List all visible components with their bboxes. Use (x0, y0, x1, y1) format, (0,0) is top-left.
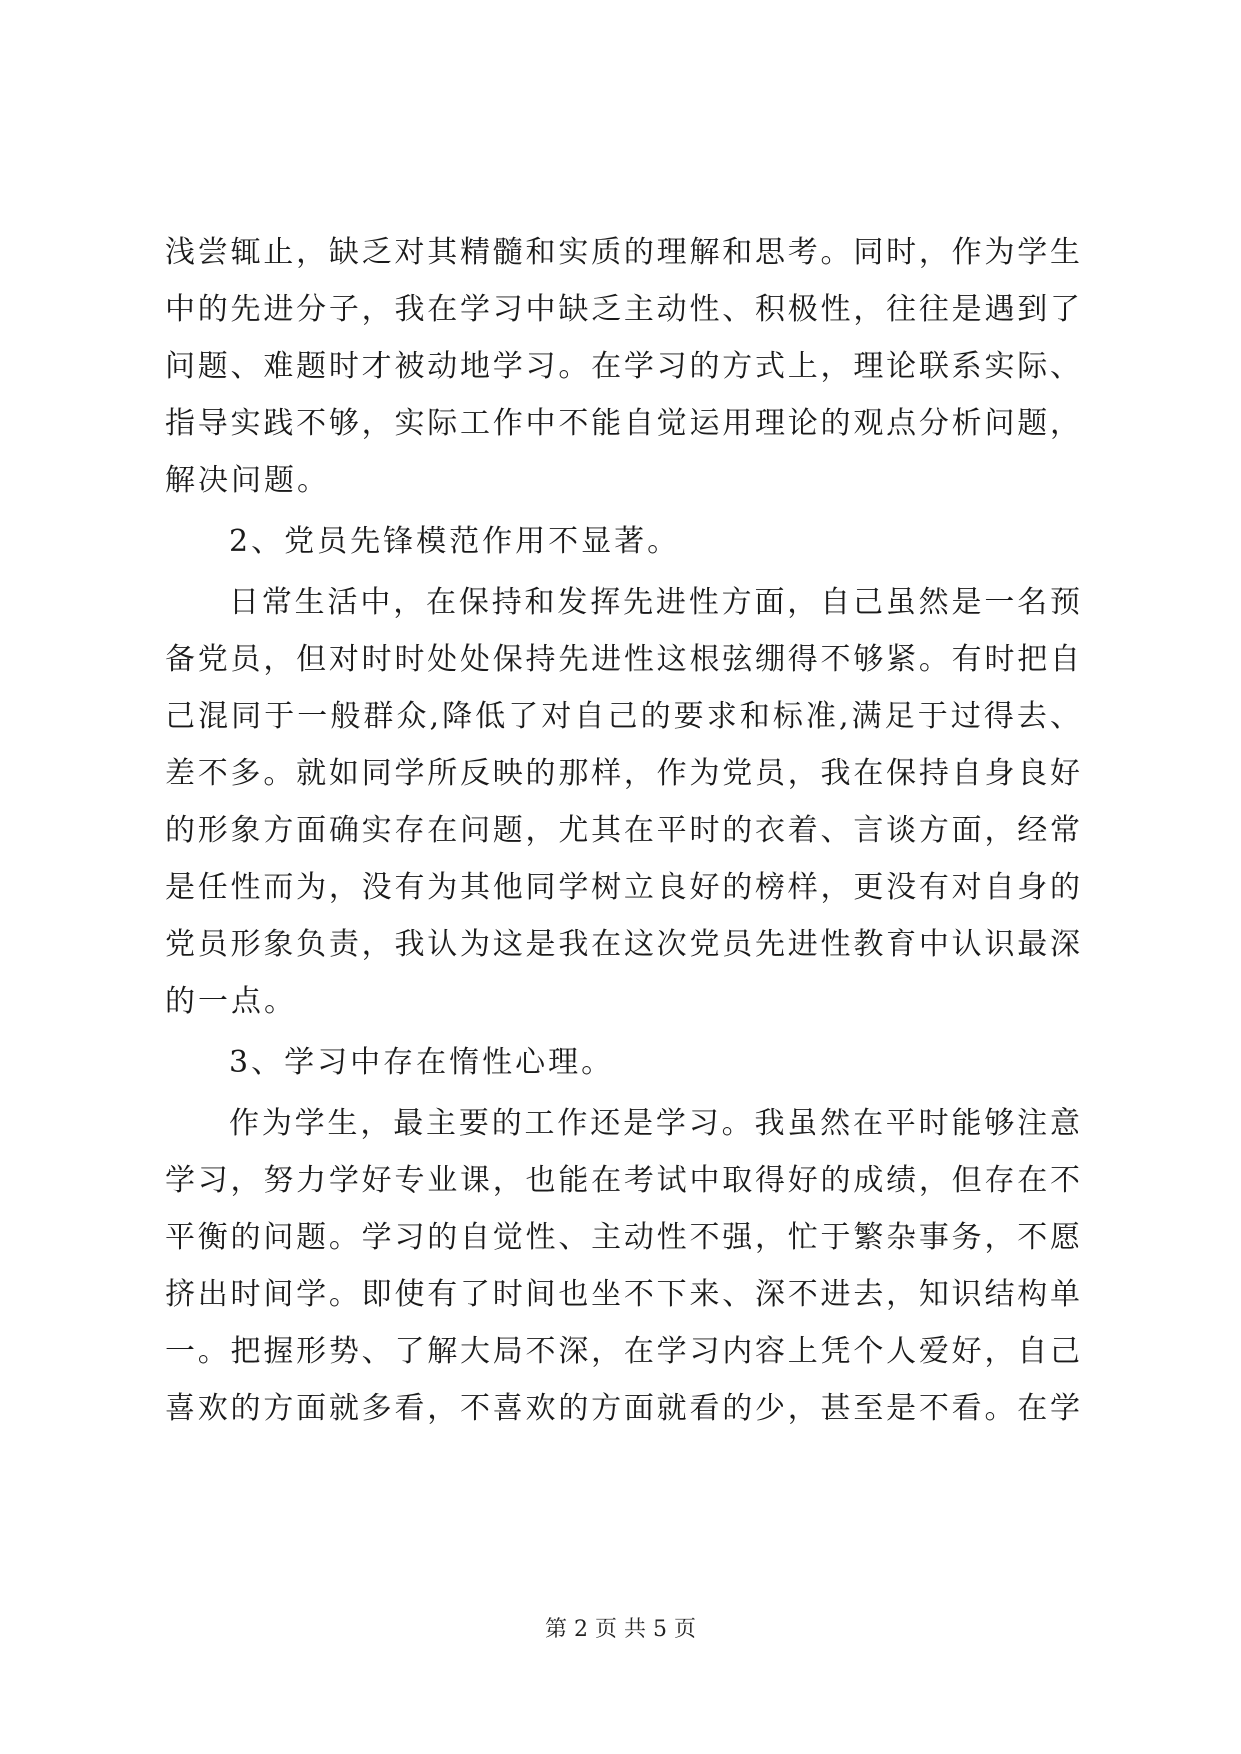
text-line: 党员形象负责，我认为这是我在这次党员先进性教育中认识最深 (165, 927, 1080, 962)
text-line: 是任性而为，没有为其他同学树立良好的榜样，更没有对自身的 (165, 870, 1080, 905)
page-number-label: 第 2 页 共 5 页 (545, 1617, 696, 1642)
text-line: 己混同于一般群众,降低了对自己的要求和标准,满足于过得去、 (165, 699, 1080, 734)
text-line: 中的先进分子，我在学习中缺乏主动性、积极性，往往是遇到了 (165, 292, 1080, 327)
page-footer (0, 1612, 1241, 1643)
text-line: 挤出时间学。即使有了时间也坐不下来、深不进去，知识结构单 (165, 1277, 1080, 1312)
text-line: 一。把握形势、了解大局不深，在学习内容上凭个人爱好，自己 (165, 1334, 1080, 1369)
text-line: 平衡的问题。学习的自觉性、主动性不强，忙于繁杂事务，不愿 (165, 1220, 1080, 1255)
text-line: 备党员，但对时时处处保持先进性这根弦绷得不够紧。有时把自 (165, 642, 1080, 677)
text-line: 喜欢的方面就多看，不喜欢的方面就看的少，甚至是不看。在学 (165, 1391, 1080, 1426)
text-line: 的一点。 (165, 984, 297, 1019)
text-line: 差不多。就如同学所反映的那样，作为党员，我在保持自身良好 (165, 756, 1080, 791)
text-line: 问题、难题时才被动地学习。在学习的方式上，理论联系实际、 (165, 349, 1080, 384)
paragraph-2 (165, 574, 1080, 1030)
section-heading: 2、党员先锋模范作用不显著。 (229, 524, 681, 559)
paragraph-3 (165, 1095, 1080, 1437)
text-line: 解决问题。 (165, 463, 330, 498)
text-line: 学习，努力学好专业课，也能在考试中取得好的成绩，但存在不 (165, 1163, 1080, 1198)
paragraph-1 (165, 224, 1080, 509)
section-heading: 3、学习中存在惰性心理。 (229, 1045, 615, 1080)
text-line: 作为学生，最主要的工作还是学习。我虽然在平时能够注意 (229, 1106, 1080, 1141)
text-line: 指导实践不够，实际工作中不能自觉运用理论的观点分析问题， (165, 406, 1080, 441)
text-line: 日常生活中，在保持和发挥先进性方面，自己虽然是一名预 (229, 585, 1080, 620)
document-body (165, 224, 1080, 1437)
text-line: 浅尝辄止，缺乏对其精髓和实质的理解和思考。同时，作为学生 (165, 235, 1080, 270)
text-line: 的形象方面确实存在问题，尤其在平时的衣着、言谈方面，经常 (165, 813, 1080, 848)
